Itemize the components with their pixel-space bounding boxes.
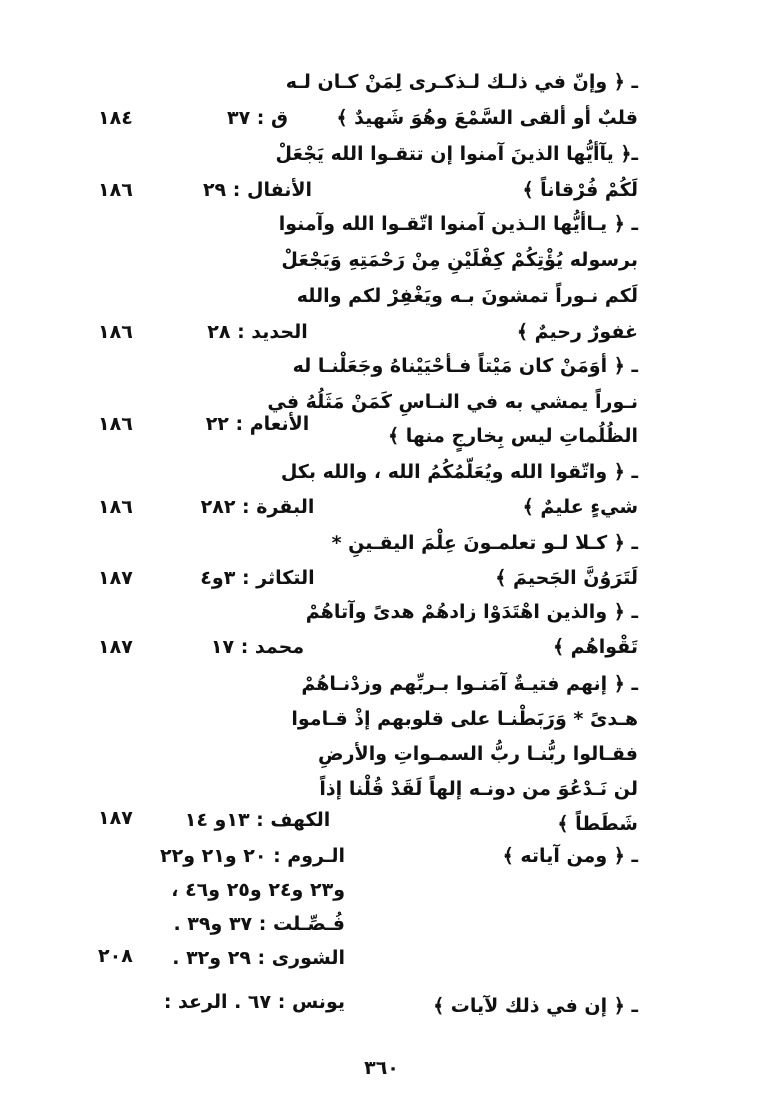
verse-line: ـ ﴿ أوَمَنْ كان مَيْتاً فـأحْيَيْناهُ وجَعَلْنـا له <box>292 355 638 377</box>
verse-line: نـوراً يمشي به في النـاسِ كَمَنْ مَثَلُهُ في <box>267 391 638 413</box>
verse-reference: الحديد : ٢٨ <box>207 321 308 343</box>
page-reference: ١٨٧ <box>98 636 133 658</box>
verse-line: لَكم نـوراً تمشونَ بـه ويَغْفِرْ لكم والله <box>296 285 638 307</box>
verse-line: لَكُمْ فُرْقاناً ﴾ <box>522 179 638 201</box>
verse-line: برسوله يُؤْتِكُمْ كِفْلَيْنِ مِنْ رَحْمَتِهِ وَيَجْعَلْ <box>281 249 638 271</box>
verse-reference: محمد : ١٧ <box>210 636 305 658</box>
verse-line: ـ ﴿ وإنّ في ذلـك لـذكـرى لِمَنْ كـان لـه <box>285 71 638 93</box>
verse-line: لَتَرَوُنَّ الجَحيمَ ﴾ <box>495 567 638 589</box>
verse-reference: فُـصِّـلت : ٣٧ و٣٩ . <box>173 913 345 935</box>
verse-line: فقـالوا ربُّنـا ربُّ السمـواتِ والأرضِ <box>318 743 638 765</box>
page-reference: ١٨٧ <box>98 567 133 589</box>
verse-reference: الأنعام : ٢٢ <box>205 413 310 435</box>
verse-reference: يونس : ٦٧ . الرعد : <box>163 991 345 1013</box>
page-reference: ١٨٦ <box>98 179 133 201</box>
verse-reference: الكهف : ١٣و ١٤ <box>184 809 331 831</box>
page-number: ٣٦٠ <box>364 1057 399 1079</box>
verse-line: ـ ﴿ كـلا لـو تعلمـونَ عِلْمَ اليقـينِ * <box>331 532 638 554</box>
verse-line: ـ ﴿ إنهم فتيـةٌ آمَنـوا بـربِّهم وزدْنـاهُمْ <box>301 673 638 695</box>
verse-reference: و٢٣ و٢٤ و٢٥ و٤٦ ، <box>171 879 345 901</box>
verse-line: الظُلُماتِ ليس بِخارجٍ منها ﴾ <box>387 425 638 447</box>
verse-line: ـ ﴿ ومن آياته ﴾ <box>502 845 638 867</box>
verse-line: ـ﴿ يآأيُّها الذينَ آمنوا إن تتقـوا الله يَجْعَلْ <box>275 143 638 165</box>
verse-line: ـ ﴿ والذين اهْتَدَوْا زادهُمْ هدىً وآتاهُمْ <box>305 601 638 623</box>
page-reference: ١٨٧ <box>98 807 133 829</box>
verse-reference: الشورى : ٢٩ و٣٢ . <box>172 947 345 969</box>
page-reference: ١٨٤ <box>98 107 133 129</box>
verse-line: شَطَطاً ﴾ <box>557 813 638 835</box>
page-reference: ١٨٦ <box>98 496 133 518</box>
verse-line: غفورٌ رحيمٌ ﴾ <box>516 321 638 343</box>
verse-line: ـ ﴿ إن في ذلك لآيات ﴾ <box>433 995 638 1017</box>
page-reference: ١٨٦ <box>98 413 133 435</box>
verse-line: ـ ﴿ يـاأيُّها الـذين آمنوا اتّقـوا الله وآمنوا <box>278 213 638 235</box>
page-reference: ٢٠٨ <box>98 945 133 967</box>
verse-line: لن نَـدْعُوَ من دونـه إلهاً لَقَدْ قُلْنا إذاً <box>319 778 638 800</box>
verse-reference: البقرة : ٢٨٢ <box>200 496 315 518</box>
verse-line: ـ ﴿ واتّقوا الله ويُعَلّمُكُمُ الله ، والله بكل <box>280 461 638 483</box>
verse-reference: ق : ٣٧ <box>226 107 289 129</box>
verse-reference: الأنفال : ٢٩ <box>202 179 313 201</box>
verse-reference: التكاثر : ٣و٤ <box>200 567 315 589</box>
verse-reference: الـروم : ٢٠ و٢١ و٢٢ <box>159 845 345 867</box>
verse-line: شيءٍ عليمٌ ﴾ <box>522 496 638 518</box>
verse-line: تَقْواهُم ﴾ <box>552 636 638 658</box>
verse-line: هـدىً * وَرَبَطْنـا على قلوبهم إذْ قـاموا <box>291 708 638 730</box>
page-reference: ١٨٦ <box>98 321 133 343</box>
verse-line: قلبٌ أو ألقى السَّمْعَ وهُوَ شَهيدٌ ﴾ <box>336 107 638 129</box>
